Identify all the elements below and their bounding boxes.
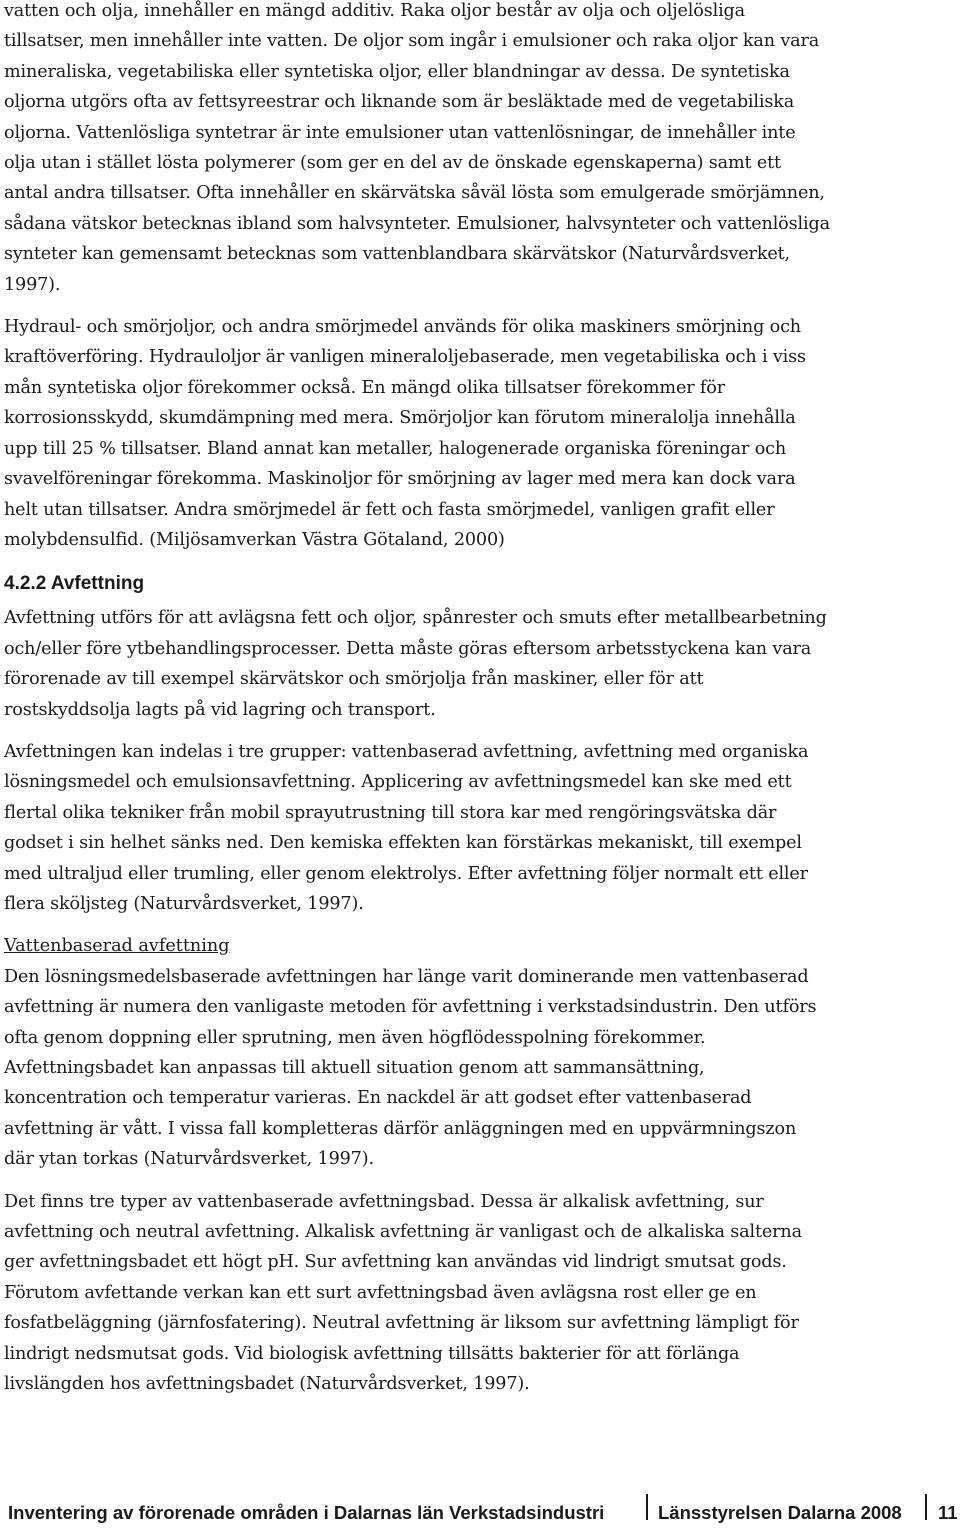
- section-heading: 4.2.2 Avfettning: [4, 573, 145, 595]
- paragraph-hydraulic-oils: Hydraul- och smörjoljor, och andra smörjmedel används för olika maskiners smörjning och kraftöverföring. Hydrauloljor är vanligen mineraloljebaserade, men vegetabiliska och i viss mån syntetiska oljor förekommer också. En mängd olika tillsatser förekommer för korrosionsskydd, skumdämpning med mera. Smörjoljor kan förutom mineralolja innehålla upp till 25 % tillsatser. Bland annat kan metaller, halogenerade organiska föreningar och svavelföreningar förekomma. Maskinoljor för smörjning av lager med mera kan dock vara helt utan tillsatser. Andra smörjmedel är fett och fasta smörjmedel, vanligen grafit eller molybdensulfid. (Miljösamverkan Västra Götaland, 2000): [4, 317, 806, 550]
- paragraph-degreasing-groups: Avfettningen kan indelas i tre grupper: vattenbaserad avfettning, avfettning med organiska lösningsmedel och emulsionsavfettning. Applicering av avfettningsmedel kan ske med ett flertal olika tekniker från mobil sprayutrustning till stora kar med rengöringsvätska där godset i sin helhet sänks ned. Den kemiska effekten kan förstärkas mekaniskt, till exempel med ultraljud eller trumling, eller genom elektrolys. Efter avfettning följer normalt ett eller flera sköljsteg (Naturvårdsverket, 1997).: [4, 741, 809, 914]
- paragraph-degreasing-intro: Avfettning utförs för att avlägsna fett och oljor, spånrester och smuts efter metallbearbetning och/eller före ytbehandlingsprocesser. Detta måste göras eftersom arbetsstyckena kan vara förorenade av till exempel skärvätskor och smörjolja från maskiner, eller för att rostskyddsolja lagts på vid lagring och transport.: [4, 608, 827, 720]
- footer-title: Inventering av förorenade områden i Dalarnas län Verkstadsindustri: [8, 1502, 605, 1523]
- footer-divider: [646, 1494, 648, 1520]
- paragraph-water-based: Den lösningsmedelsbaserade avfettningen har länge varit dominerande men vattenbaserad avfettning är numera den vanligaste metoden för avfettning i verkstadsindustrin. Den utförs ofta genom doppning eller sprutning, men även högflödesspolning förekommer. Avfettningsbadet kan anpassas till aktuell situation genom att sammansättning, koncentration och temperatur varieras. En nackdel är att godset efter vattenbaserad avfettning är vått. I vissa fall kompletteras därför anläggningen med en uppvärmningszon där ytan torkas (Naturvårdsverket, 1997).: [4, 966, 817, 1170]
- paragraph-oil-types: vatten och olja, innehåller en mängd additiv. Raka oljor består av olja och oljelösliga tillsatser, men innehåller inte vatten. De oljor som ingår i emulsioner och raka oljor kan vara mineraliska, vegetabiliska eller syntetiska oljor, eller blandningar av dessa. De syntetiska oljorna utgörs ofta av fettsyreestrar och liknande som är besläktade med de vegetabiliska oljorna. Vattenlösliga syntetrar är inte emulsioner utan vattenlösningar, de innehåller inte olja utan i stället lösta polymerer (som ger en del av de önskade egenskaperna) samt ett antal andra tillsatser. Ofta innehåller en skärvätska såväl lösta som emulgerade smörjämnen, sådana vätskor betecknas ibland som halvsynteter. Emulsioner, halvsynteter och vattenlösliga synteter kan gemensamt betecknas som vattenblandbara skärvätskor (Naturvårdsverket, 1997).: [4, 1, 830, 295]
- footer-publisher: Länsstyrelsen Dalarna 2008: [658, 1502, 902, 1523]
- page-footer: [0, 1490, 960, 1530]
- subsection-heading: Vattenbaserad avfettning: [4, 936, 230, 957]
- paragraph-bath-types: Det finns tre typer av vattenbaserade avfettningsbad. Dessa är alkalisk avfettning, sur avfettning och neutral avfettning. Alkalisk avfettning är vanligast och de alkaliska salterna ger avfettningsbadet ett högt pH. Sur avfettning kan användas vid lindrigt smutsat gods. Förutom avfettande verkan kan ett surt avfettningsbad även avlägsna rost eller ge en fosfatbeläggning (järnfosfatering). Neutral avfettning är liksom sur avfettning lämpligt för lindrigt nedsmutsat gods. Vid biologisk avfettning tillsätts bakterier för att förlänga livslängden hos avfettningsbadet (Naturvårdsverket, 1997).: [4, 1191, 802, 1395]
- body-text: [4, 0, 830, 1411]
- page-number: 11: [938, 1502, 958, 1523]
- footer-divider: [925, 1494, 927, 1520]
